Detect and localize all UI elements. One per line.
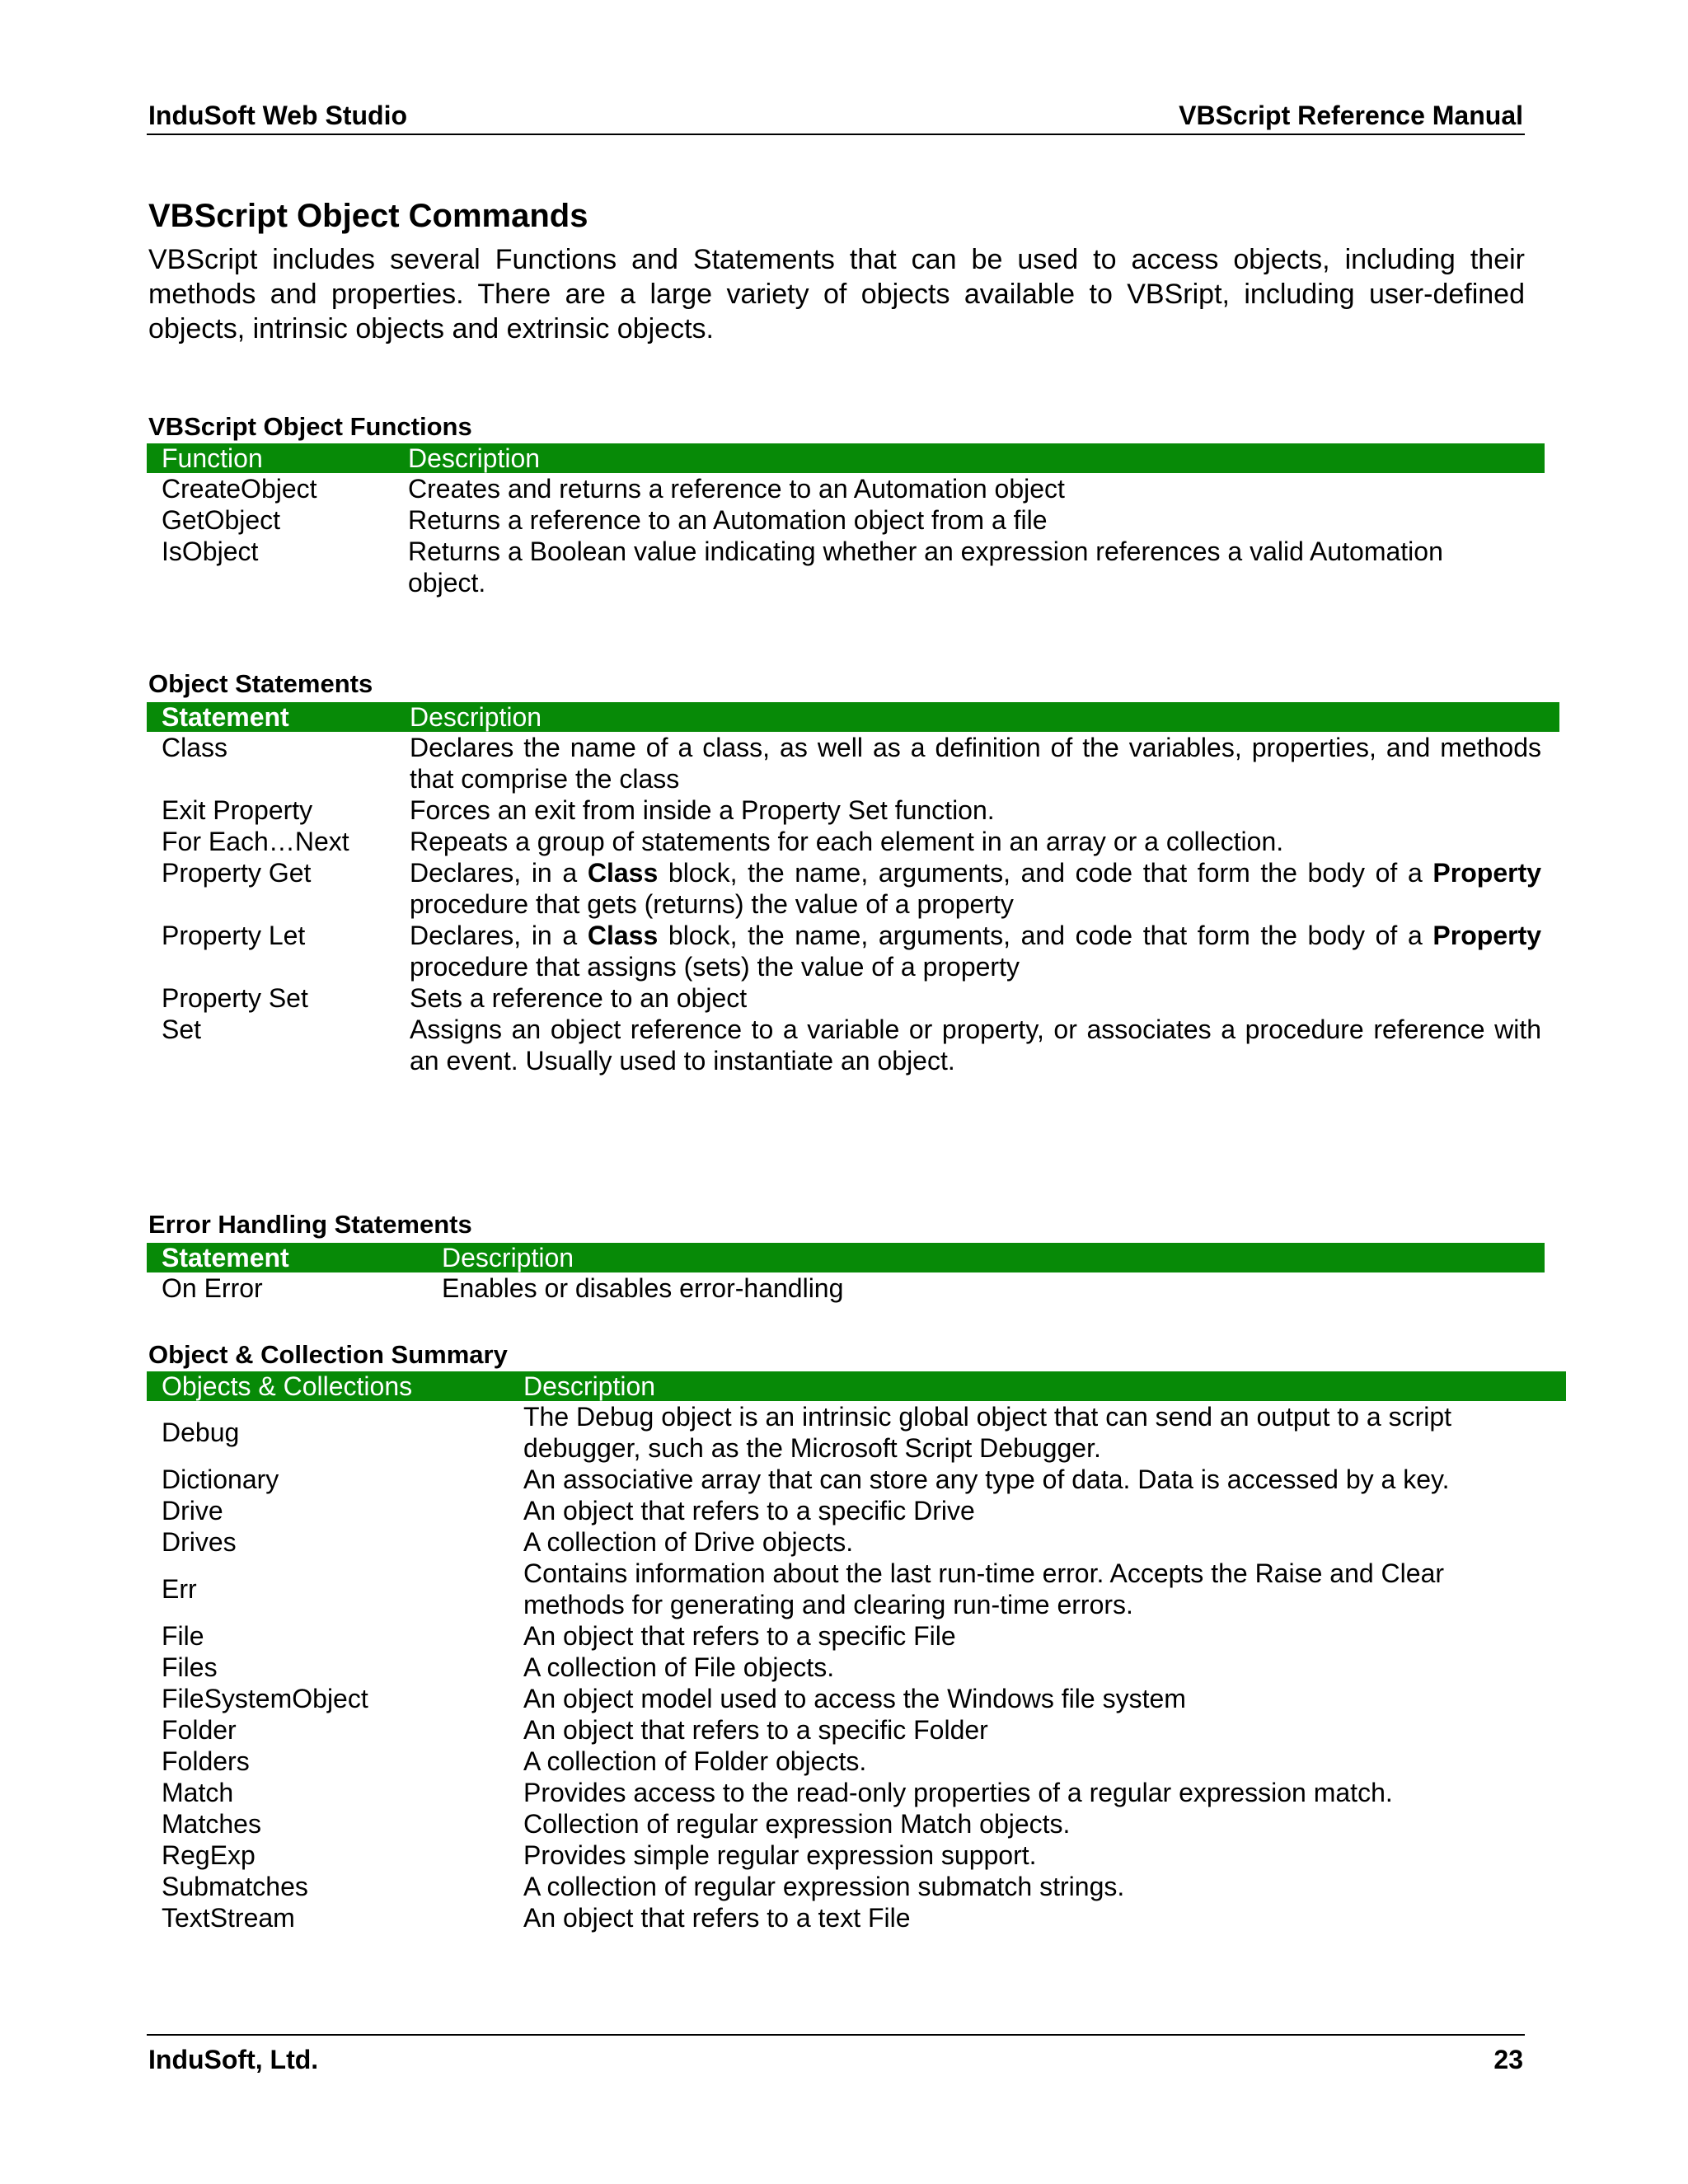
table-row [147, 1840, 1566, 1871]
intro-paragraph: VBScript includes several Functions and Statements that can be used to access objects, including their methods and properties. There are a large variety of objects available to VBSript, including user-defined objects, intrinsic objects and extrinsic objects. [148, 244, 1525, 344]
description-text: Declares, in a [410, 858, 588, 888]
column-header-statement: Statement [147, 1243, 427, 1272]
function-description: Creates and returns a reference to an Automation object [408, 474, 1065, 504]
running-footer [147, 2034, 1525, 2077]
statement-description: Forces an exit from inside a Property Set function. [410, 795, 995, 825]
function-description: Returns a Boolean value indicating whether an expression references a valid Automation object. [408, 537, 1443, 598]
table-row [147, 1871, 1566, 1902]
object-description: An object that refers to a specific Folder [523, 1715, 988, 1745]
column-header-description: Description [393, 443, 1545, 473]
description-text: block, the name, arguments, and code that form the body of a [658, 921, 1433, 950]
column-header-statement: Statement [147, 702, 395, 732]
page-number: 23 [1493, 2045, 1523, 2074]
object-name: Drive [162, 1496, 223, 1526]
header-product-name: InduSoft Web Studio [148, 101, 408, 130]
object-name: Err [162, 1574, 197, 1604]
statement-description: Repeats a group of statements for each element in an array or a collection. [410, 827, 1284, 856]
object-name: Files [162, 1652, 218, 1682]
table-header-row [147, 1371, 1566, 1401]
object-description: The Debug object is an intrinsic global object that can send an output to a script debugger, such as the Microsoft Script Debugger. [523, 1402, 1452, 1463]
table-header-row [147, 443, 1545, 473]
table-row [147, 1620, 1566, 1652]
table-row [147, 857, 1559, 920]
table-row [147, 732, 1559, 794]
header-manual-title: VBScript Reference Manual [1179, 101, 1523, 130]
object-description: An object model used to access the Windows file system [523, 1684, 1186, 1713]
function-description: Returns a reference to an Automation object from a file [408, 505, 1048, 535]
table-row [147, 1746, 1566, 1777]
object-description: Provides access to the read-only properties of a regular expression match. [523, 1778, 1393, 1807]
function-name: IsObject [162, 537, 259, 566]
keyword-class: Class [587, 921, 659, 950]
object-description: An object that refers to a specific Drive [523, 1496, 975, 1526]
keyword-class: Class [587, 858, 659, 888]
object-description: A collection of regular expression submatch strings. [523, 1872, 1125, 1901]
statements-section-title: Object Statements [148, 669, 373, 698]
table-row [147, 1777, 1566, 1808]
error-section-title: Error Handling Statements [148, 1210, 472, 1239]
statement-description [395, 857, 1559, 920]
table-row [147, 794, 1559, 826]
table-row [147, 1495, 1566, 1526]
statement-name: Set [162, 1015, 202, 1044]
table-row [147, 1464, 1566, 1495]
column-header-description: Description [509, 1371, 1566, 1401]
object-description: An object that refers to a specific File [523, 1621, 956, 1651]
keyword-property: Property [1432, 858, 1542, 888]
table-row [147, 826, 1559, 857]
table-row [147, 1808, 1566, 1840]
table-row [147, 920, 1559, 982]
object-name: Match [162, 1778, 234, 1807]
running-header [147, 97, 1525, 135]
column-header-function: Function [147, 443, 393, 473]
statement-description: Enables or disables error-handling [442, 1273, 844, 1303]
statement-name: For Each…Next [162, 827, 349, 856]
statement-description [395, 920, 1559, 982]
table-header-row [147, 702, 1559, 732]
table-row [147, 1401, 1566, 1464]
summary-table [147, 1371, 1566, 1933]
column-header-description: Description [395, 702, 1559, 732]
table-row [147, 982, 1559, 1014]
table-row [147, 504, 1545, 536]
object-name: Drives [162, 1527, 237, 1557]
table-row [147, 1558, 1566, 1620]
table-row [147, 1272, 1545, 1304]
functions-section-title: VBScript Object Functions [148, 412, 472, 441]
object-name: Submatches [162, 1872, 308, 1901]
object-name: Matches [162, 1809, 261, 1839]
description-text: Declares, in a [410, 921, 588, 950]
function-name: GetObject [162, 505, 281, 535]
statement-name: Property Get [162, 858, 312, 888]
object-description: Contains information about the last run-time error. Accepts the Raise and Clear methods for generating and clearing run-time errors. [523, 1558, 1445, 1619]
object-description: An object that refers to a text File [523, 1903, 911, 1933]
object-description: An associative array that can store any type of data. Data is accessed by a key. [523, 1465, 1450, 1494]
column-header-objects-collections: Objects & Collections [147, 1371, 509, 1401]
table-row [147, 1902, 1566, 1933]
object-description: Collection of regular expression Match objects. [523, 1809, 1071, 1839]
object-description: A collection of Drive objects. [523, 1527, 854, 1557]
page-title: VBScript Object Commands [148, 198, 588, 234]
description-text: block, the name, arguments, and code that form the body of a [658, 858, 1433, 888]
description-text: procedure that assigns (sets) the value of a property [410, 952, 1020, 982]
table-row [147, 536, 1545, 598]
statement-name: Class [162, 733, 228, 762]
table-header-row [147, 1243, 1545, 1272]
function-name: CreateObject [162, 474, 317, 504]
table-row [147, 1714, 1566, 1746]
object-name: RegExp [162, 1840, 256, 1870]
keyword-property: Property [1432, 921, 1542, 950]
object-name: Debug [162, 1418, 240, 1447]
object-name: Folder [162, 1715, 237, 1745]
error-handling-table [147, 1243, 1545, 1304]
statement-description: Assigns an object reference to a variable or property, or associates a procedure reference with an event. Usually used to instantiate an object. [410, 1015, 1541, 1076]
statement-name: Property Set [162, 983, 308, 1013]
summary-section-title: Object & Collection Summary [148, 1340, 508, 1369]
statement-name: Property Let [162, 921, 306, 950]
footer-company-name: InduSoft, Ltd. [148, 2045, 319, 2074]
object-name: Folders [162, 1746, 250, 1776]
statements-table [147, 702, 1559, 1076]
object-description: A collection of Folder objects. [523, 1746, 867, 1776]
object-name: Dictionary [162, 1465, 279, 1494]
column-header-description: Description [427, 1243, 1545, 1272]
table-row [147, 1652, 1566, 1683]
table-row [147, 1683, 1566, 1714]
functions-table [147, 443, 1545, 598]
statement-name: On Error [162, 1273, 263, 1303]
object-name: File [162, 1621, 204, 1651]
object-description: A collection of File objects. [523, 1652, 835, 1682]
object-name: FileSystemObject [162, 1684, 368, 1713]
statement-description: Declares the name of a class, as well as a definition of the variables, properties, and methods that comprise the class [410, 733, 1541, 794]
table-row [147, 473, 1545, 504]
statement-name: Exit Property [162, 795, 313, 825]
table-row [147, 1526, 1566, 1558]
description-text: procedure that gets (returns) the value of a property [410, 889, 1014, 919]
object-description: Provides simple regular expression support. [523, 1840, 1037, 1870]
statement-description: Sets a reference to an object [410, 983, 748, 1013]
object-name: TextStream [162, 1903, 295, 1933]
table-row [147, 1014, 1559, 1076]
